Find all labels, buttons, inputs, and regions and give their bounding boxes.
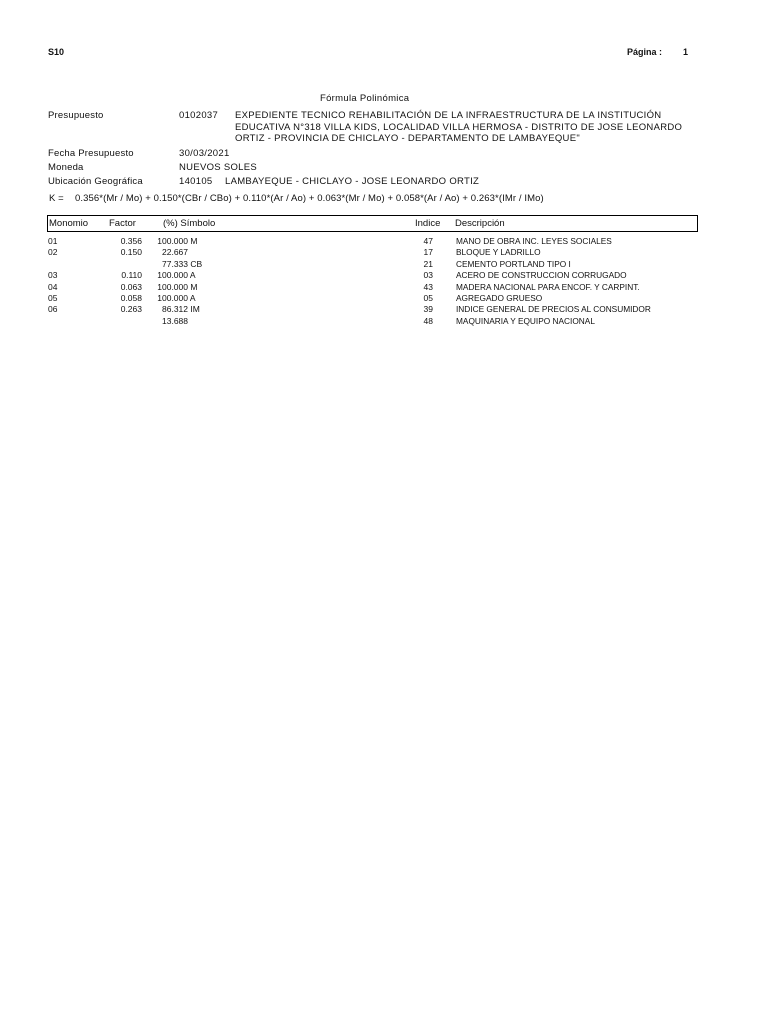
cell-descripcion: MADERA NACIONAL PARA ENCOF. Y CARPINT. <box>456 281 640 292</box>
cell-indice: 21 <box>423 258 433 269</box>
cell-indice: 43 <box>423 281 433 292</box>
col-indice: Indice <box>415 218 441 229</box>
cell-monomio: 06 <box>48 304 58 315</box>
ubicacion-value: LAMBAYEQUE - CHICLAYO - JOSE LEONARDO ORTIZ <box>225 176 480 187</box>
cell-pct-value: 100.000 <box>157 270 188 281</box>
cell-pct-value: 100.000 <box>157 293 188 303</box>
presupuesto-label: Presupuesto <box>48 110 104 121</box>
ubicacion-code: 140105 <box>179 176 213 187</box>
cell-descripcion: MAQUINARIA Y EQUIPO NACIONAL <box>456 315 595 326</box>
cell-symbol: CB <box>188 258 203 269</box>
cell-pct <box>150 293 230 303</box>
cell-pct-value: 100.000 <box>157 281 188 292</box>
document-title: Fórmula Polinómica <box>320 93 410 104</box>
cell-pct <box>150 236 230 246</box>
cell-indice: 48 <box>423 315 433 326</box>
cell-monomio: 01 <box>48 236 58 246</box>
cell-pct <box>150 304 230 314</box>
presupuesto-desc-line-1: EXPEDIENTE TECNICO REHABILITACIÓN DE LA INFRAESTRUCTURA DE LA INSTITUCIÓN <box>235 110 662 121</box>
cell-pct <box>150 259 230 269</box>
cell-monomio: 05 <box>48 293 58 303</box>
cell-symbol: A <box>188 270 196 281</box>
formula-expression: 0.356*(Mr / Mo) + 0.150*(CBr / CBo) + 0.110*(Ar / Ao) + 0.063*(Mr / Mo) + 0.058*(Ar / Ao) + 0.263*(IMr / IMo) <box>75 193 544 204</box>
cell-factor: 0.150 <box>120 247 142 258</box>
cell-factor: 0.263 <box>120 304 142 315</box>
page-label: Página : <box>627 47 663 57</box>
cell-factor: 0.063 <box>120 281 142 292</box>
moneda-value: NUEVOS SOLES <box>179 162 258 173</box>
fecha-value: 30/03/2021 <box>179 148 230 159</box>
cell-pct <box>150 270 230 280</box>
col-monomio: Monomio <box>49 218 89 229</box>
cell-pct-value: 13.688 <box>162 315 188 326</box>
cell-factor: 0.110 <box>121 270 142 281</box>
cell-descripcion: MANO DE OBRA INC. LEYES SOCIALES <box>456 236 612 246</box>
presupuesto-desc-line-2: EDUCATIVA N°318 VILLA KIDS, LOCALIDAD VILLA HERMOSA - DISTRITO DE JOSE LEONARDO <box>235 122 683 133</box>
cell-descripcion: AGREGADO GRUESO <box>456 293 543 303</box>
cell-monomio: 02 <box>48 247 58 258</box>
cell-pct-value: 86.312 <box>162 304 188 315</box>
column-header-box <box>47 215 698 232</box>
k-label: K = <box>49 193 64 204</box>
cell-symbol: M <box>188 236 198 246</box>
presupuesto-code: 0102037 <box>179 110 219 121</box>
ubicacion-label: Ubicación Geográfica <box>48 176 143 187</box>
col-factor: Factor <box>109 218 136 229</box>
cell-descripcion: CEMENTO PORTLAND TIPO I <box>456 258 571 269</box>
cell-pct-value: 100.000 <box>157 236 188 246</box>
cell-pct <box>150 282 230 292</box>
cell-factor: 0.356 <box>120 236 142 246</box>
cell-pct-value: 77.333 <box>162 258 188 269</box>
cell-indice: 39 <box>423 304 433 315</box>
cell-descripcion: BLOQUE Y LADRILLO <box>456 247 541 258</box>
system-label: S10 <box>48 47 65 57</box>
cell-indice: 47 <box>423 236 433 246</box>
cell-indice: 17 <box>423 247 433 258</box>
col-descripcion: Descripción <box>455 218 505 229</box>
cell-symbol: A <box>188 293 196 303</box>
presupuesto-desc-line-3: ORTIZ - PROVINCIA DE CHICLAYO - DEPARTAMENTO DE LAMBAYEQUE" <box>235 133 581 144</box>
cell-pct-value: 22.667 <box>162 247 188 258</box>
cell-pct <box>150 316 230 326</box>
cell-monomio: 04 <box>48 281 58 292</box>
page-number: 1 <box>683 47 689 57</box>
col-pct-simbolo: (%) Símbolo <box>163 218 216 229</box>
cell-symbol: M <box>188 281 198 292</box>
cell-symbol: IM <box>188 304 200 315</box>
fecha-label: Fecha Presupuesto <box>48 148 134 159</box>
cell-pct <box>150 247 230 257</box>
cell-indice: 03 <box>423 270 433 281</box>
cell-descripcion: ACERO DE CONSTRUCCION CORRUGADO <box>456 270 627 281</box>
cell-indice: 05 <box>423 293 433 303</box>
cell-monomio: 03 <box>48 270 58 281</box>
cell-factor: 0.058 <box>120 293 142 303</box>
moneda-label: Moneda <box>48 162 84 173</box>
cell-descripcion: INDICE GENERAL DE PRECIOS AL CONSUMIDOR <box>456 304 651 315</box>
